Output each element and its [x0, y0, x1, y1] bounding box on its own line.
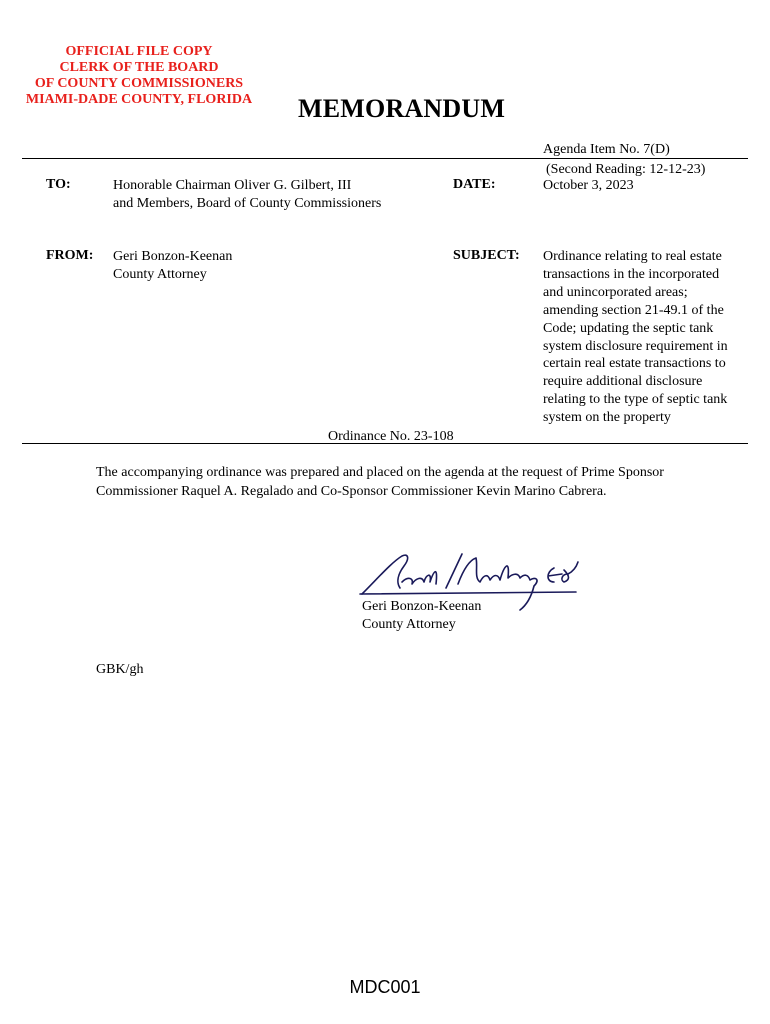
second-reading-date: (Second Reading: 12-12-23) [546, 162, 706, 177]
body-paragraph [96, 463, 736, 501]
from-line: Geri Bonzon-Keenan [113, 249, 233, 264]
typist-initials: GBK/gh [96, 662, 144, 677]
subject-text [543, 248, 748, 427]
date-label: DATE: [453, 177, 496, 192]
from-sender [113, 248, 232, 284]
signer-name: Geri Bonzon-Keenan [362, 599, 482, 614]
from-label: FROM: [46, 248, 94, 263]
subject-line: and unincorporated areas; [543, 284, 688, 300]
document-footer-id: MDC001 [349, 977, 421, 997]
agenda-item-number: Agenda Item No. 7(D) [543, 142, 670, 157]
subject-line: Ordinance relating to real estate [543, 249, 722, 264]
subject-line: relating to the type of septic tank [543, 392, 728, 408]
date-value: October 3, 2023 [543, 178, 634, 193]
official-file-copy-stamp [0, 44, 278, 108]
subject-line: system disclosure requirement in [543, 338, 728, 354]
subject-line: Code; updating the septic tank [543, 320, 714, 336]
to-line: Honorable Chairman Oliver G. Gilbert, III [113, 178, 352, 193]
subject-label: SUBJECT: [453, 248, 520, 263]
to-line: and Members, Board of County Commissioners [113, 196, 382, 211]
subject-line: certain real estate transactions to [543, 356, 726, 372]
stamp-line: OF COUNTY COMMISSIONERS [34, 76, 244, 91]
stamp-line: OFFICIAL FILE COPY [65, 44, 213, 59]
to-label: TO: [46, 177, 71, 192]
subject-line: system on the property [543, 410, 671, 426]
header-divider [22, 158, 748, 159]
signature-block [362, 598, 481, 634]
to-recipients [113, 177, 381, 213]
ordinance-number: Ordinance No. 23-108 [328, 429, 454, 444]
memo-title: MEMORANDUM [298, 94, 506, 123]
subject-line: require additional disclosure [543, 374, 703, 390]
from-line: County Attorney [113, 267, 207, 282]
stamp-line: CLERK OF THE BOARD [59, 60, 219, 75]
body-line: Commissioner Raquel A. Regalado and Co-Sponsor Commissioner Kevin Marino Cabrera. [96, 484, 607, 499]
subject-line: amending section 21-49.1 of the [543, 302, 724, 318]
stamp-line: MIAMI-DADE COUNTY, FLORIDA [25, 92, 253, 107]
body-line: The accompanying ordinance was prepared and placed on the agenda at the request of Prime Sponsor [96, 465, 664, 480]
signer-title: County Attorney [362, 617, 456, 632]
subject-line: transactions in the incorporated [543, 266, 720, 282]
header-bottom-divider [22, 443, 748, 444]
